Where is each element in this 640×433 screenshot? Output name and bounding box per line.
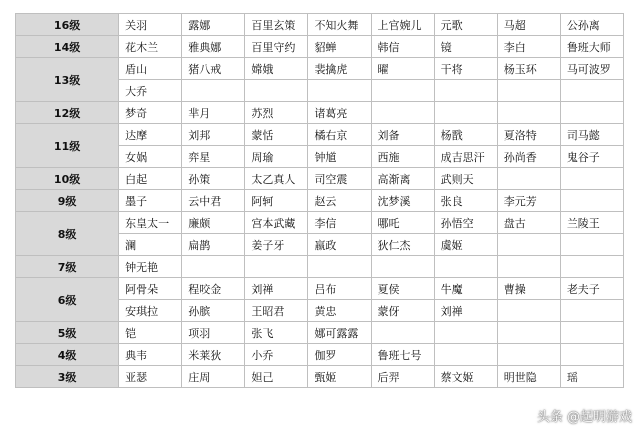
table-row [16, 14, 624, 36]
hero-name-cell: 孙尚香 [497, 146, 560, 168]
hero-name-cell: 李信 [308, 212, 371, 234]
hero-name-cell: 吕布 [308, 278, 371, 300]
hero-name-cell [245, 80, 308, 102]
hero-name-cell: 扁鹊 [182, 234, 245, 256]
hero-name-cell: 马超 [497, 14, 560, 36]
hero-name-cell [371, 322, 434, 344]
hero-name-cell: 盘古 [497, 212, 560, 234]
hero-name-cell: 夏洛特 [497, 124, 560, 146]
hero-name-cell: 曜 [371, 58, 434, 80]
table-row [16, 102, 624, 124]
hero-name-cell: 庄周 [182, 366, 245, 388]
hero-name-cell: 安琪拉 [119, 300, 182, 322]
hero-name-cell: 老夫子 [560, 278, 623, 300]
hero-name-cell: 阿骨朵 [119, 278, 182, 300]
hero-name-cell: 鲁班大师 [560, 36, 623, 58]
hero-name-cell [497, 168, 560, 190]
hero-name-cell: 干将 [434, 58, 497, 80]
hero-name-cell: 后羿 [371, 366, 434, 388]
hero-name-cell [560, 344, 623, 366]
hero-name-cell: 墨子 [119, 190, 182, 212]
hero-name-cell: 黄忠 [308, 300, 371, 322]
hero-name-cell: 宫本武藏 [245, 212, 308, 234]
hero-name-cell: 孙策 [182, 168, 245, 190]
hero-name-cell [245, 256, 308, 278]
hero-name-cell: 司马懿 [560, 124, 623, 146]
hero-name-cell: 刘禅 [434, 300, 497, 322]
hero-name-cell: 澜 [119, 234, 182, 256]
hero-name-cell: 程咬金 [182, 278, 245, 300]
hero-name-cell: 盾山 [119, 58, 182, 80]
hero-name-cell: 大乔 [119, 80, 182, 102]
hero-name-cell: 明世隐 [497, 366, 560, 388]
level-label: 16级 [16, 14, 119, 36]
hero-name-cell: 东皇太一 [119, 212, 182, 234]
hero-name-cell: 不知火舞 [308, 14, 371, 36]
hero-name-cell [497, 256, 560, 278]
hero-name-cell: 弈星 [182, 146, 245, 168]
hero-name-cell [182, 256, 245, 278]
hero-name-cell: 杨玉环 [497, 58, 560, 80]
hero-name-cell [560, 256, 623, 278]
hero-name-cell: 姜子牙 [245, 234, 308, 256]
hero-name-cell [497, 102, 560, 124]
hero-name-cell: 橘右京 [308, 124, 371, 146]
hero-name-cell [497, 234, 560, 256]
hero-name-cell: 刘邦 [182, 124, 245, 146]
hero-name-cell: 嬴政 [308, 234, 371, 256]
hero-name-cell: 百里玄策 [245, 14, 308, 36]
hero-name-cell: 镜 [434, 36, 497, 58]
level-label: 7级 [16, 256, 119, 278]
hero-name-cell: 沈梦溪 [371, 190, 434, 212]
hero-name-cell: 妲己 [245, 366, 308, 388]
hero-name-cell: 马可波罗 [560, 58, 623, 80]
table-row [16, 366, 624, 388]
hero-name-cell [560, 322, 623, 344]
hero-name-cell: 典韦 [119, 344, 182, 366]
hero-name-cell: 云中君 [182, 190, 245, 212]
watermark: 头条 @起明游戏 [536, 410, 632, 425]
hero-name-cell: 司空震 [308, 168, 371, 190]
hero-name-cell [182, 80, 245, 102]
hero-name-cell [497, 322, 560, 344]
table-row [16, 58, 624, 80]
hero-name-cell: 诸葛亮 [308, 102, 371, 124]
hero-name-cell [308, 80, 371, 102]
hero-name-cell: 亚瑟 [119, 366, 182, 388]
hero-name-cell: 钟无艳 [119, 256, 182, 278]
level-label: 8级 [16, 212, 119, 256]
hero-name-cell: 嫦娥 [245, 58, 308, 80]
hero-name-cell: 猪八戒 [182, 58, 245, 80]
hero-name-cell: 刘备 [371, 124, 434, 146]
hero-name-cell: 虞姬 [434, 234, 497, 256]
hero-name-cell: 杨戬 [434, 124, 497, 146]
hero-name-cell: 芈月 [182, 102, 245, 124]
hero-name-cell [434, 102, 497, 124]
level-label: 11级 [16, 124, 119, 168]
hero-name-cell: 蒙恬 [245, 124, 308, 146]
hero-name-cell: 刘禅 [245, 278, 308, 300]
table-row [16, 36, 624, 58]
hero-name-cell: 张良 [434, 190, 497, 212]
level-label: 6级 [16, 278, 119, 322]
hero-name-cell: 娜可露露 [308, 322, 371, 344]
table-row [16, 190, 624, 212]
hero-name-cell: 达摩 [119, 124, 182, 146]
hero-name-cell: 蒙伢 [371, 300, 434, 322]
hero-name-cell: 阿轲 [245, 190, 308, 212]
table-row [16, 322, 624, 344]
hero-name-cell [560, 234, 623, 256]
hero-name-cell: 貂蝉 [308, 36, 371, 58]
table-row [16, 256, 624, 278]
hero-name-cell: 项羽 [182, 322, 245, 344]
table-row [16, 344, 624, 366]
hero-name-cell [560, 102, 623, 124]
hero-name-cell: 苏烈 [245, 102, 308, 124]
hero-name-cell: 铠 [119, 322, 182, 344]
hero-name-cell: 赵云 [308, 190, 371, 212]
hero-name-cell: 钟馗 [308, 146, 371, 168]
hero-name-cell: 元歌 [434, 14, 497, 36]
hero-name-cell [560, 190, 623, 212]
hero-name-cell: 关羽 [119, 14, 182, 36]
hero-name-cell: 露娜 [182, 14, 245, 36]
hero-name-cell [371, 256, 434, 278]
hero-name-cell [560, 168, 623, 190]
hero-name-cell: 高渐离 [371, 168, 434, 190]
hero-name-cell: 牛魔 [434, 278, 497, 300]
hero-name-cell: 成吉思汗 [434, 146, 497, 168]
hero-name-cell: 米莱狄 [182, 344, 245, 366]
hero-name-cell: 曹操 [497, 278, 560, 300]
hero-name-cell [560, 80, 623, 102]
hero-name-cell: 哪吒 [371, 212, 434, 234]
table-body [16, 14, 624, 388]
hero-name-cell: 百里守约 [245, 36, 308, 58]
hero-name-cell: 蔡文姬 [434, 366, 497, 388]
hero-name-cell [497, 344, 560, 366]
hero-name-cell: 李白 [497, 36, 560, 58]
level-label: 4级 [16, 344, 119, 366]
level-label: 5级 [16, 322, 119, 344]
hero-name-cell: 夏侯 [371, 278, 434, 300]
hero-name-cell: 太乙真人 [245, 168, 308, 190]
level-label: 10级 [16, 168, 119, 190]
hero-name-cell: 公孙离 [560, 14, 623, 36]
hero-name-cell: 梦奇 [119, 102, 182, 124]
hero-name-cell: 女娲 [119, 146, 182, 168]
table-row [16, 124, 624, 146]
hero-name-cell: 鬼谷子 [560, 146, 623, 168]
hero-name-cell [434, 322, 497, 344]
level-label: 9级 [16, 190, 119, 212]
hero-name-cell: 甄姬 [308, 366, 371, 388]
hero-name-cell: 韩信 [371, 36, 434, 58]
hero-name-cell: 兰陵王 [560, 212, 623, 234]
hero-name-cell: 李元芳 [497, 190, 560, 212]
hero-name-cell [434, 80, 497, 102]
hero-name-cell [308, 256, 371, 278]
level-label: 3级 [16, 366, 119, 388]
hero-level-table [15, 13, 624, 388]
hero-name-cell: 白起 [119, 168, 182, 190]
hero-name-cell [371, 80, 434, 102]
hero-name-cell: 王昭君 [245, 300, 308, 322]
hero-name-cell: 裴擒虎 [308, 58, 371, 80]
level-label: 13级 [16, 58, 119, 102]
hero-name-cell: 廉颇 [182, 212, 245, 234]
hero-name-cell: 鲁班七号 [371, 344, 434, 366]
hero-name-cell: 张飞 [245, 322, 308, 344]
hero-name-cell: 雅典娜 [182, 36, 245, 58]
level-label: 12级 [16, 102, 119, 124]
hero-name-cell: 西施 [371, 146, 434, 168]
hero-name-cell [434, 344, 497, 366]
hero-name-cell [560, 300, 623, 322]
hero-name-cell: 狄仁杰 [371, 234, 434, 256]
hero-name-cell: 孙膑 [182, 300, 245, 322]
table-row [16, 278, 624, 300]
hero-name-cell: 武则天 [434, 168, 497, 190]
hero-name-cell [371, 102, 434, 124]
hero-name-cell: 上官婉儿 [371, 14, 434, 36]
hero-name-cell: 花木兰 [119, 36, 182, 58]
table-row [16, 212, 624, 234]
hero-name-cell [497, 80, 560, 102]
hero-name-cell: 孙悟空 [434, 212, 497, 234]
hero-name-cell: 伽罗 [308, 344, 371, 366]
hero-name-cell: 瑶 [560, 366, 623, 388]
level-label: 14级 [16, 36, 119, 58]
hero-name-cell: 周瑜 [245, 146, 308, 168]
hero-name-cell [434, 256, 497, 278]
hero-name-cell: 小乔 [245, 344, 308, 366]
table-row [16, 168, 624, 190]
hero-name-cell [497, 300, 560, 322]
